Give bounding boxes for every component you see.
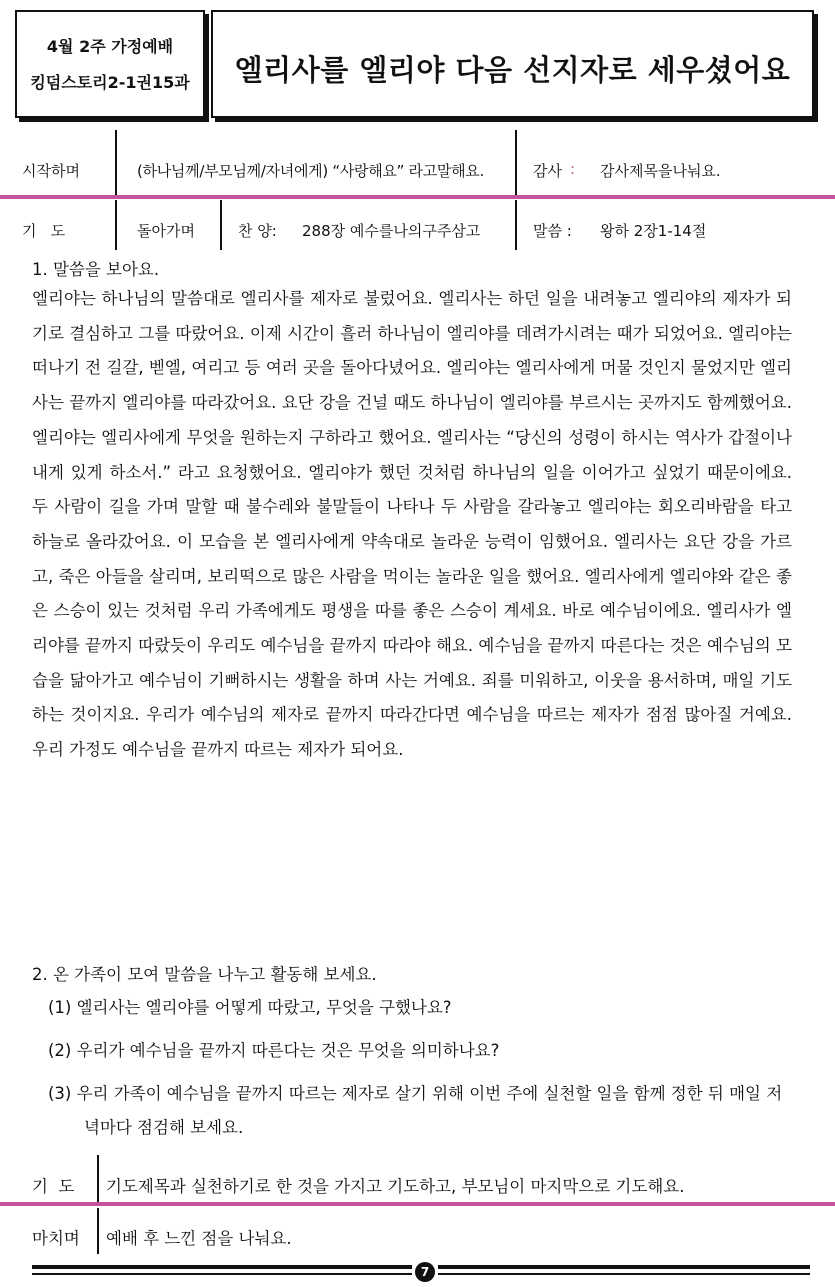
footer-rule-right-thin <box>438 1273 810 1275</box>
word-text: 왕하 2장1-14절 <box>600 222 707 240</box>
curriculum-label: 킹덤스토리2-1권15과 <box>30 73 190 92</box>
divider <box>220 200 222 250</box>
page-title: 엘리사를 엘리야 다음 선지자로 세우셨어요 <box>234 53 791 87</box>
hymn-label: 찬 양: <box>238 222 277 240</box>
prayer-label: 기 도 <box>22 222 66 240</box>
footer-rule-left <box>32 1265 412 1269</box>
closing-prayer-label: 기 도 <box>32 1177 75 1196</box>
page-number: 7 <box>415 1262 435 1282</box>
end-label: 마치며 <box>32 1229 80 1248</box>
thanks-label: 감사 <box>533 162 562 180</box>
hymn-text: 288장 예수를나의구주삼고 <box>302 222 481 240</box>
thanks-text: 감사제목을나눠요. <box>600 162 721 180</box>
pink-divider <box>0 1202 835 1206</box>
divider <box>97 1155 99 1205</box>
question-3: (3) 우리 가족이 예수님을 끝까지 따르는 제자로 살기 위해 이번 주에 실천할 일을 함께 정한 뒤 매일 저녁마다 점검해 보세요. <box>48 1084 783 1137</box>
week-label: 4월 2주 가정예배 <box>46 37 174 56</box>
section1-heading: 1. 말씀을 보아요. <box>32 260 160 279</box>
start-instruction: (하나님께/부모님께/자녀에게) “사랑해요” 라고말해요. <box>137 162 484 180</box>
start-label: 시작하며 <box>22 162 80 180</box>
closing-prayer-text: 기도제목과 실천하기로 한 것을 가지고 기도하고, 부모님이 마지막으로 기도해요. <box>106 1177 685 1196</box>
thanks-colon: : <box>570 160 576 178</box>
title-box <box>211 10 814 118</box>
pink-divider <box>0 195 835 199</box>
question-1: (1) 엘리사는 엘리야를 어떻게 따랐고, 무엇을 구했나요? <box>48 998 452 1017</box>
footer-rule-right <box>438 1265 810 1269</box>
question-2: (2) 우리가 예수님을 끝까지 따른다는 것은 무엇을 의미하나요? <box>48 1041 500 1060</box>
end-text: 예배 후 느낀 점을 나눠요. <box>106 1229 292 1248</box>
scripture-story: 엘리야는 하나님의 말씀대로 엘리사를 제자로 불렀어요. 엘리사는 하던 일을 내려놓고 엘리야의 제자가 되기로 결심하고 그를 따랐어요. 이제 시간이 흘러 하나님이 엘리야를 데려가시려는 때가 되었어요. 엘리야는 떠나기 전 길갈, 벧엘, 여리고 등 여러 곳을 돌아다녔어요. 엘리야는 엘리사에게 머물 것인지 물었지만 엘리사는 끝까지 엘리야를 따라갔어요. 요단 강을 건널 때도 하나님이 엘리야를 부르시는 곳까지도 함께했어요. 엘리야는 엘리사에게 무엇을 원하는지 구하라고 했어요. 엘리사는 “당신의 성령이 하시는 역사가 갑절이나 내게 있게 하소서.” 라고 요청했어요. 엘리야가 했던 것처럼 하나님의 일을 이어가고 싶었기 때문이에요. 두 사람이 길을 가며 말할 때 불수레와 불말들이 나타나 두 사람을 갈라놓고 엘리야는 회오리바람을 타고 하늘로 올라갔어요. 이 모습을 본 엘리사에게 약속대로 놀라운 능력이 임했어요. 엘리사는 요단 강을 가르고, 죽은 아들을 살리며, 보리떡으로 많은 사람을 먹이는 놀라운 일을 했어요. 엘리사에게 엘리야와 같은 좋은 스승이 있는 것처럼 우리 가족에게도 평생을 따를 좋은 스승이 계세요. 바로 예수님이에요. 엘리사가 엘리야를 끝까지 따랐듯이 우리도 예수님을 끝까지 따라야 해요. 예수님을 끝까지 따른다는 것은 예수님의 모습을 닮아가고 예수님이 기뻐하시는 생활을 하며 사는 거예요. 죄를 미워하고, 이웃을 용서하며, 매일 기도하는 것이지요. 우리가 예수님의 제자로 끝까지 따라간다면 예수님을 따르는 제자가 점점 많아질 거예요. 우리 가정도 예수님을 끝까지 따르는 제자가 되어요. <box>32 289 792 760</box>
divider <box>97 1208 99 1254</box>
divider <box>515 130 517 195</box>
divider <box>515 200 517 250</box>
section2-heading: 2. 온 가족이 모여 말씀을 나누고 활동해 보세요. <box>32 965 377 984</box>
turn-label: 돌아가며 <box>137 222 195 240</box>
divider <box>115 200 117 250</box>
footer-rule-left-thin <box>32 1273 412 1275</box>
word-label: 말씀 : <box>533 222 572 240</box>
divider <box>115 130 117 195</box>
week-info-box <box>15 10 205 118</box>
